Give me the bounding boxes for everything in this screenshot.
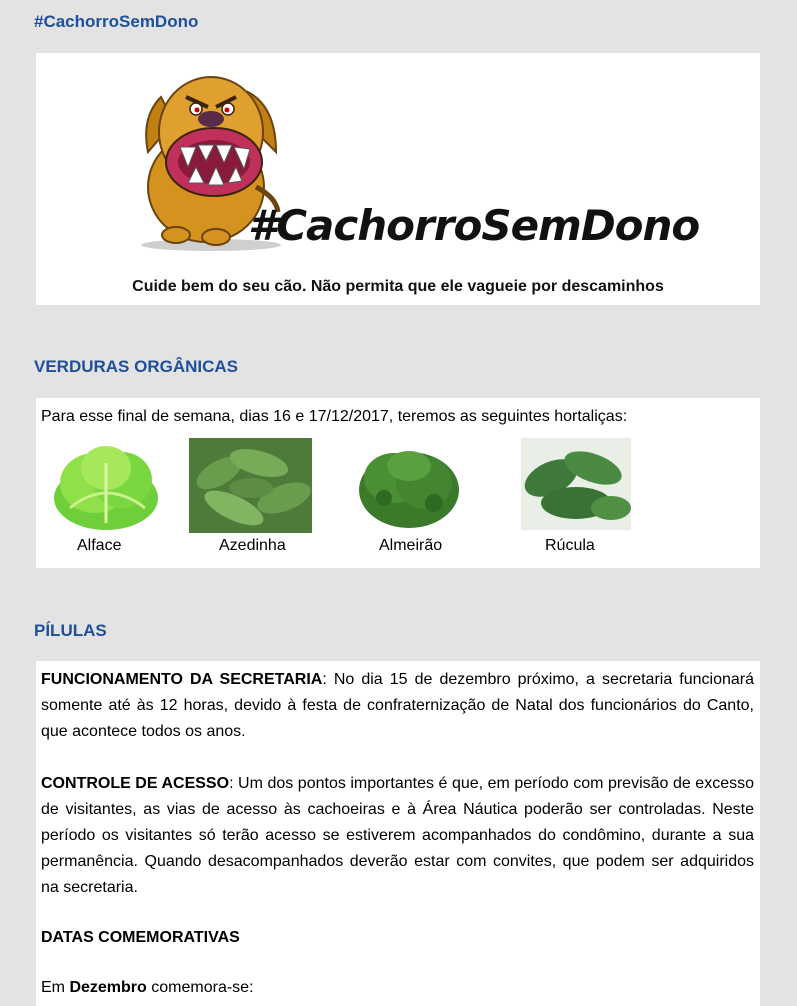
veg-name-rucula: Rúcula [545, 537, 595, 554]
banner-caption: Cuide bem do seu cão. Não permita que ele vagueie por descaminhos [132, 278, 664, 295]
pill-controle-label: CONTROLE DE ACESSO [41, 775, 230, 792]
pill-datas-label: DATAS COMEMORATIVAS [41, 929, 240, 946]
pill-secretaria-label: FUNCIONAMENTO DA SECRETARIA [41, 671, 323, 688]
pill-secretaria-text: : No dia 15 de dezembro próximo, a secretaria funcionará somente até às 12 horas, devido à festa de confraternização de Natal dos funcionários do Canto, que acontece todos os anos. [41, 671, 754, 740]
veg-name-alface: Alface [77, 537, 122, 554]
veg-box [36, 398, 760, 568]
veg-name-azedinha: Azedinha [219, 537, 286, 554]
pills-section-title: PÍLULAS [34, 621, 107, 640]
veg-item-alface [50, 438, 162, 533]
pill-secretaria [41, 667, 754, 745]
pill-controle [41, 771, 754, 901]
veg-item-azedinha [189, 438, 312, 533]
chicory-image [354, 438, 464, 533]
pill-datas [41, 925, 754, 951]
veg-section-title: VERDURAS ORGÂNICAS [34, 357, 239, 376]
veg-intro: Para esse final de semana, dias 16 e 17/12/2017, teremos as seguintes hortaliças: [41, 408, 628, 425]
veg-item-almeirao [354, 438, 464, 533]
pill-controle-text: : Um dos pontos importantes é que, em período com previsão de excesso de visitantes, as vias de acesso às cachoeiras e à Área Náutica poderão ser controladas. Neste período os visitantes só terão acesso se estiverem acompanhados do condômino, durante a sua permanência. Quando desacompanhados deverão estar com convites, que podem ser adquiridos na secretaria. [41, 775, 755, 896]
pill-dezembro-month: Dezembro [69, 979, 147, 996]
veg-name-almeirao: Almeirão [379, 537, 443, 554]
pill-dezembro-pre: Em [41, 979, 70, 996]
pills-box [36, 661, 760, 1006]
banner-hashtag: #CachorroSemDono [248, 201, 700, 250]
pill-dezembro [41, 975, 754, 1001]
pill-dezembro-post: comemora-se: [146, 979, 254, 996]
veg-item-rucula [521, 438, 631, 530]
lettuce-image [50, 438, 162, 533]
hashtag-heading: #CachorroSemDono [34, 12, 199, 31]
banner [36, 53, 760, 305]
arugula-image [521, 438, 631, 530]
sorrel-image [189, 438, 312, 533]
